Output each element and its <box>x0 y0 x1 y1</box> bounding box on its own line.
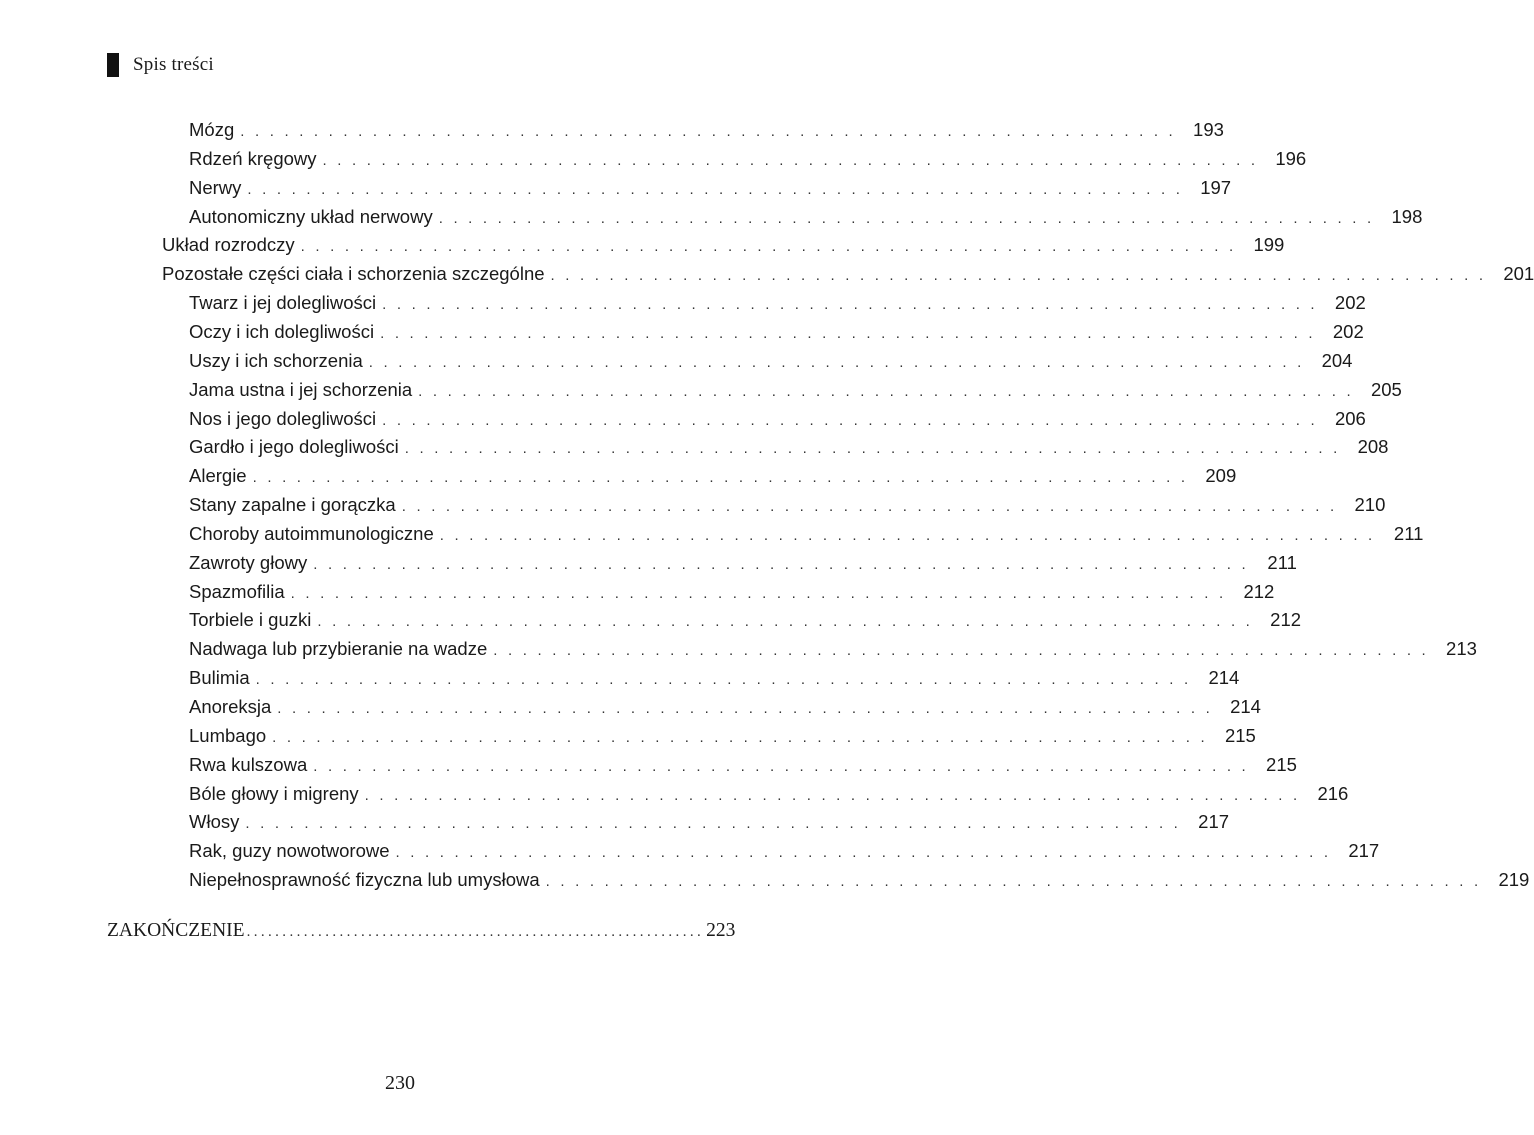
toc-entry[interactable] <box>189 461 1237 490</box>
dot-leader: . . . . . . . . . . . . . . . . . . . . . . . . . . . . . . . . . . . . . . . . . . . . . . . . . . . . . . . . . . . . . . . . <box>300 238 1237 256</box>
toc-entry[interactable] <box>189 750 1297 779</box>
toc-entry-page: 214 <box>1230 696 1261 717</box>
toc-entry-title: Zawroty głowy <box>189 551 308 573</box>
toc-entry[interactable] <box>189 375 1402 404</box>
toc-entry-page: 202 <box>1332 320 1364 342</box>
toc-entry-page: 210 <box>1354 494 1386 516</box>
toc-entry-title: Stany zapalne i gorączka <box>189 494 396 516</box>
toc-entry[interactable] <box>107 916 736 945</box>
toc-entry-title: ZAKOŃCZENIE <box>107 920 245 941</box>
toc-entry-page: 212 <box>1270 609 1302 631</box>
toc-entry-title: Autonomiczny układ nerwowy <box>189 205 433 227</box>
toc-entry-title: Nos i jego dolegliwości <box>189 407 377 429</box>
dot-leader: . . . . . . . . . . . . . . . . . . . . . . . . . . . . . . . . . . . . . . . . . . . . . . . . . . . . . . . . . . . . . . . . <box>247 180 1184 198</box>
toc-entry[interactable] <box>189 404 1366 433</box>
toc-entry-title: Rwa kulszowa <box>189 753 308 775</box>
dot-leader: . . . . . . . . . . . . . . . . . . . . . . . . . . . . . . . . . . . . . . . . . . . . . . . . . . . . . . . . . . . . . . . . <box>252 469 1189 487</box>
toc-entry-page: 201 <box>1503 263 1534 285</box>
toc-entry-title: Włosy <box>189 811 240 833</box>
toc-entry-page: 206 <box>1334 407 1366 429</box>
toc-entry-page: 216 <box>1317 782 1349 804</box>
toc-entry[interactable] <box>162 230 1285 259</box>
toc-entry-page: 205 <box>1370 378 1402 400</box>
toc-entry[interactable] <box>189 288 1366 317</box>
dot-leader: . . . . . . . . . . . . . . . . . . . . . . . . . . . . . . . . . . . . . . . . . . . . . . . . . . . . . . . . . . . . . . . . <box>322 151 1259 169</box>
toc-entry-page: 223 <box>706 920 736 941</box>
dot-leader: . . . . . . . . . . . . . . . . . . . . . . . . . . . . . . . . . . . . . . . . . . . . . . . . . . . . . . . . . . . . . . . . <box>493 642 1429 660</box>
dot-leader: . . . . . . . . . . . . . . . . . . . . . . . . . . . . . . . . . . . . . . . . . . . . . . . . . . . . . . . . . . . . . . . . <box>545 873 1482 891</box>
dot-leader: . . . . . . . . . . . . . . . . . . . . . . . . . . . . . . . . . . . . . . . . . . . . . . . . . . . . . . . . . . . . . . . . <box>550 267 1487 285</box>
dot-leader: . . . . . . . . . . . . . . . . . . . . . . . . . . . . . . . . . . . . . . . . . . . . . . . . . . . . . . . . . . . . . . . . <box>382 411 1318 429</box>
toc-entry[interactable] <box>189 548 1297 577</box>
toc-entry-page: 211 <box>1393 522 1424 544</box>
toc-entry-title: Jama ustna i jej schorzenia <box>189 378 413 400</box>
toc-entry-page: 204 <box>1321 349 1353 371</box>
toc-entry-title: Mózg <box>189 119 235 140</box>
toc-entry-title: Torbiele i guzki <box>189 609 312 631</box>
toc-entry[interactable] <box>189 721 1256 750</box>
toc-entry[interactable] <box>189 173 1232 202</box>
toc-entry-title: Układ rozrodczy <box>162 234 295 256</box>
toc-entry[interactable] <box>189 519 1424 548</box>
toc-entry[interactable] <box>189 490 1386 519</box>
toc-entry[interactable] <box>189 202 1423 231</box>
toc-entry-title: Oczy i ich dolegliwości <box>189 320 375 342</box>
dot-leader: . . . . . . . . . . . . . . . . . . . . . . . . . . . . . . . . . . . . . . . . . . . . . . . . . . . . . . . . . . . . . . . . <box>404 440 1341 458</box>
dot-leader: . . . . . . . . . . . . . . . . . . . . . . . . . . . . . . . . . . . . . . . . . . . . . . . . . . . . . . . . . . . . . . . . <box>382 296 1318 314</box>
toc-entry-page: 219 <box>1498 869 1530 891</box>
toc-entry[interactable] <box>189 432 1389 461</box>
toc-entry-title: Rak, guzy nowotworowe <box>189 840 390 862</box>
dot-leader: . . . . . . . . . . . . . . . . . . . . . . . . . . . . . . . . . . . . . . . . . . . . . . . . . . . . . . . . . . . . . . . . <box>277 700 1213 717</box>
toc-entry-page: 193 <box>1193 119 1224 140</box>
toc-entry-title: Alergie <box>189 465 247 487</box>
toc-entry-page: 196 <box>1275 147 1307 169</box>
toc-entry-page: 215 <box>1266 753 1297 775</box>
toc-entry-page: 208 <box>1357 436 1389 458</box>
page-number: 230 <box>385 1072 415 1094</box>
toc-entry-page: 202 <box>1334 292 1366 314</box>
toc-entry-title: Niepełnosprawność fizyczna lub umysłowa <box>189 869 540 891</box>
toc-entry-title: Spazmofilia <box>189 580 285 602</box>
running-header <box>107 52 214 78</box>
dot-leader: . . . . . . . . . . . . . . . . . . . . . . . . . . . . . . . . . . . . . . . . . . . . . . . . . . . . . . . . . . . . . . . . <box>380 324 1316 342</box>
dot-leader: . . . . . . . . . . . . . . . . . . . . . . . . . . . . . . . . . . . . . . . . . . . . . . . . . . . . . . . . . . . . . . . . <box>418 382 1354 400</box>
dot-leader: . . . . . . . . . . . . . . . . . . . . . . . . . . . . . . . . . . . . . . . . . . . . . . . . . . . . . . . . . . . . . . . . <box>313 555 1249 573</box>
toc-entry-page: 198 <box>1391 205 1423 227</box>
toc-entry[interactable] <box>189 634 1477 663</box>
header-marker <box>107 53 119 77</box>
toc-entry[interactable] <box>189 865 1530 894</box>
dot-leader: . . . . . . . . . . . . . . . . . . . . . . . . . . . . . . . . . . . . . . . . . . . . . . . . . . . . . . . . . . . . . . . . <box>255 671 1192 689</box>
header-title: Spis treści <box>133 54 214 75</box>
dot-leader: . . . . . . . . . . . . . . . . . . . . . . . . . . . . . . . . . . . . . . . . . . . . . . . . . . . . . . . . . . . . . . . . <box>364 786 1301 804</box>
toc-entry-title: Nadwaga lub przybieranie na wadze <box>189 638 488 660</box>
toc-entry-title: Lumbago <box>189 724 267 746</box>
toc-entry-page: 199 <box>1253 234 1285 256</box>
toc-entry-title: Gardło i jego dolegliwości <box>189 436 399 458</box>
toc-entry-page: 211 <box>1267 551 1297 573</box>
dot-leader: . . . . . . . . . . . . . . . . . . . . . . . . . . . . . . . . . . . . . . . . . . . . . . . . . . . . . . . . . . . . . . . . <box>438 209 1375 227</box>
toc-entry-page: 212 <box>1243 580 1275 602</box>
toc-entry[interactable] <box>189 663 1240 692</box>
toc-entry[interactable] <box>189 692 1261 721</box>
toc-entry-title: Twarz i jej dolegliwości <box>189 292 377 314</box>
toc-entry-title: Bóle głowy i migreny <box>189 782 359 804</box>
toc-entry-title: Anoreksja <box>189 696 272 717</box>
dot-leader: . . . . . . . . . . . . . . . . . . . . . . . . . . . . . . . . . . . . . . . . . . . . . . . . . . . . . . . . . . . . . . . . <box>317 613 1254 631</box>
toc-entry-title: Choroby autoimmunologiczne <box>189 522 434 544</box>
dot-leader: . . . . . . . . . . . . . . . . . . . . . . . . . . . . . . . . . . . . . . . . . . . . . . . . . . . . . . . . . . . . . . . . <box>290 584 1227 602</box>
toc-entry-page: 197 <box>1200 176 1232 198</box>
toc-entry[interactable] <box>189 807 1230 836</box>
toc-entry[interactable] <box>162 259 1534 288</box>
toc-entry-page: 217 <box>1198 811 1230 833</box>
toc-entry[interactable] <box>189 346 1353 375</box>
toc-entry-page: 215 <box>1224 724 1256 746</box>
toc-entry-title: Nerwy <box>189 176 242 198</box>
dot-leader: . . . . . . . . . . . . . . . . . . . . . . . . . . . . . . . . . . . . . . . . . . . . . . . . . . . . . . . . . . . . . . . . <box>272 728 1208 746</box>
dot-leader: . . . . . . . . . . . . . . . . . . . . . . . . . . . . . . . . . . . . . . . . . . . . . . . . . . . . . . . . . . . . . . . . <box>401 498 1338 516</box>
dot-leader: . . . . . . . . . . . . . . . . . . . . . . . . . . . . . . . . . . . . . . . . . . . . . . . . . . . . . . . . . . . . . . . . <box>313 757 1249 775</box>
dot-leader: . . . . . . . . . . . . . . . . . . . . . . . . . . . . . . . . . . . . . . . . . . . . . . . . . . . . . . . . . . . . . . . . <box>395 844 1332 862</box>
toc-entry-title: Bulimia <box>189 667 250 689</box>
toc-entry[interactable] <box>189 836 1380 865</box>
toc-entry[interactable] <box>189 317 1364 346</box>
dot-leader: . . . . . . . . . . . . . . . . . . . . . . . . . . . . . . . . . . . . . . . . . . . . . . . . . . . . . . . . . . . . . . . . <box>439 526 1376 544</box>
dot-leader: . . . . . . . . . . . . . . . . . . . . . . . . . . . . . . . . . . . . . . . . . . . . . . . . . . . . . . . . . . . . . . . . <box>368 353 1305 371</box>
toc-entry-title: Uszy i ich schorzenia <box>189 349 363 371</box>
dot-leader: ................................................................ <box>246 924 705 940</box>
toc-entry-title: Rdzeń kręgowy <box>189 147 317 169</box>
toc-entry-page: 214 <box>1208 667 1240 689</box>
toc-entry[interactable] <box>189 605 1302 634</box>
toc-entry-page: 213 <box>1446 638 1477 660</box>
dot-leader: . . . . . . . . . . . . . . . . . . . . . . . . . . . . . . . . . . . . . . . . . . . . . . . . . . . . . . . . . . . . . . . . <box>245 815 1182 833</box>
toc-entry[interactable] <box>189 779 1349 808</box>
toc-entry[interactable] <box>189 144 1307 173</box>
toc-entry-page: 217 <box>1348 840 1380 862</box>
toc-entry-title: Pozostałe części ciała i schorzenia szczególne <box>162 263 545 285</box>
dot-leader: . . . . . . . . . . . . . . . . . . . . . . . . . . . . . . . . . . . . . . . . . . . . . . . . . . . . . . . . . . . . . . . . <box>240 123 1176 140</box>
toc-entry[interactable] <box>189 577 1275 606</box>
toc-entry[interactable] <box>189 115 1224 144</box>
toc-entry-page: 209 <box>1205 465 1237 487</box>
